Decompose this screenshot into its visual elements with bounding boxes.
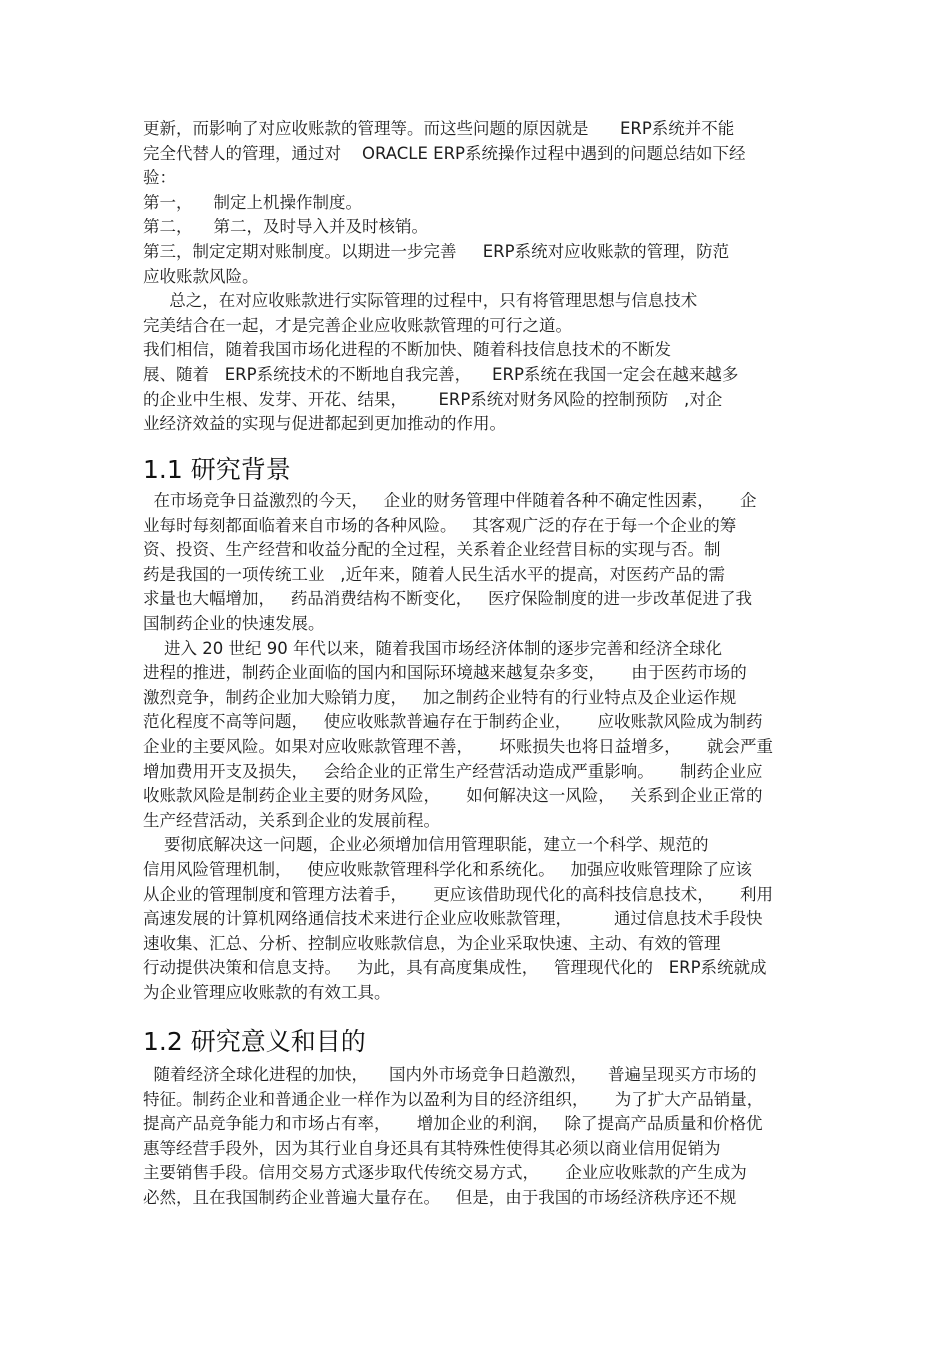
text-line: 激烈竞争，制药企业加大赊销力度， 加之制药企业特有的行业特点及企业运作规 [143, 687, 737, 707]
text-line: 从企业的管理制度和管理方法着手， 更应该借助现代化的高科技信息技术， 利用 [143, 884, 773, 904]
text-line: 为企业管理应收账款的有效工具。 [143, 983, 391, 1002]
text-line: 第一， 制定上机操作制度。 [143, 192, 362, 212]
section-heading-1-2: 1.2 研究意义和目的 [143, 1027, 366, 1056]
text-line: 提高产品竞争能力和市场占有率， 增加企业的利润， 除了提高产品质量和价格优 [143, 1114, 763, 1134]
text-line: 范化程度不高等问题， 使应收账款普遍存在于制药企业， 应收账款风险成为制药 [143, 712, 763, 732]
text-line: 必然，且在我国制药企业普遍大量存在。 但是，由于我国的市场经济秩序还不规 [143, 1188, 737, 1207]
text-line: 进程的推进，制药企业面临的国内和国际环境越来越复杂多变， 由于医药市场的 [143, 663, 747, 683]
text-line: 进入 20 世纪 90 年代以来，随着我国市场经济体制的逐步完善和经济全球化 [143, 638, 722, 658]
text-line: 求量也大幅增加， 药品消费结构不断变化， 医疗保险制度的进一步改革促进了我 [143, 589, 752, 609]
text-line: 总之，在对应收账款进行实际管理的过程中，只有将管理思想与信息技术 [143, 291, 698, 311]
text-line: 更新，而影响了对应收账款的管理等。而这些问题的原因就是 ERP系统并不能 [143, 119, 735, 138]
text-line: 应收账款风险。 [143, 266, 259, 286]
text-line: 业每时每刻都面临着来自市场的各种风险。 其客观广泛的存在于每一个企业的筹 [143, 515, 737, 535]
text-line: 随着经济全球化进程的加快， 国内外市场竞争日趋激烈， 普遍呈现买方市场的 [143, 1065, 757, 1084]
text-line: 展、随着 ERP系统技术的不断地自我完善， ERP系统在我国一定会在越来越多 [143, 365, 739, 384]
text-line: 增加费用开支及损失， 会给企业的正常生产经营活动造成严重影响。 制药企业应 [143, 761, 763, 781]
text-line: 业经济效益的实现与促进都起到更加推动的作用。 [143, 414, 506, 434]
text-line: 第二， 第二，及时导入并及时核销。 [143, 217, 428, 237]
text-line: 要彻底解决这一问题，企业必须增加信用管理职能，建立一个科学、规范的 [143, 835, 709, 855]
text-line: 完全代替人的管理，通过对 ORACLE ERP系统操作过程中遇到的问题总结如下经 [143, 143, 746, 163]
text-line: 主要销售手段。信用交易方式逐步取代传统交易方式， 企业应收账款的产生成为 [143, 1163, 747, 1183]
text-line: 在市场竞争日益激烈的今天， 企业的财务管理中伴随着各种不确定性因素， 企 [143, 491, 757, 510]
text-line: 药是我国的一项传统工业 ,近年来，随着人民生活水平的提高，对医药产品的需 [143, 564, 725, 584]
text-line: 信用风险管理机制， 使应收账款管理科学化和系统化。 加强应收账管理除了应该 [143, 860, 752, 879]
text-line: 惠等经营手段外，因为其行业自身还具有其特殊性使得其必须以商业信用促销为 [143, 1138, 721, 1158]
text-line: 我们相信，随着我国市场化进程的不断加快、随着科技信息技术的不断发 [143, 340, 671, 360]
text-line: 的企业中生根、发芽、开花、结果， ERP系统对财务风险的控制预防 ,对企 [143, 389, 723, 409]
text-line: 生产经营活动，关系到企业的发展前程。 [143, 810, 440, 830]
text-line: 企业的主要风险。如果对应收账款管理不善， 坏账损失也将日益增多， 就会严重 [143, 737, 773, 756]
text-line: 收账款风险是制药企业主要的财务风险， 如何解决这一风险， 关系到企业正常的 [143, 786, 763, 806]
text-line: 验： [143, 168, 176, 188]
text-line: 行动提供决策和信息支持。 为此，具有高度集成性， 管理现代化的 ERP系统就成 [143, 958, 767, 978]
text-line: 特征。制药企业和普通企业一样作为以盈利为目的经济组织， 为了扩大产品销量， [143, 1089, 764, 1109]
text-line: 第三，制定定期对账制度。以期进一步完善 ERP系统对应收账款的管理，防范 [143, 242, 730, 261]
text-line: 完美结合在一起，才是完善企业应收账款管理的可行之道。 [143, 315, 572, 335]
text-line: 资、投资、生产经营和收益分配的全过程，关系着企业经营目标的实现与否。制 [143, 540, 721, 560]
text-line: 高速发展的计算机网络通信技术来进行企业应收账款管理， 通过信息技术手段快 [143, 909, 763, 929]
section-heading-1-1: 1.1 研究背景 [143, 455, 291, 484]
text-line: 速收集、汇总、分析、控制应收账款信息，为企业采取快速、主动、有效的管理 [143, 933, 721, 953]
text-line: 国制药企业的快速发展。 [143, 614, 325, 633]
